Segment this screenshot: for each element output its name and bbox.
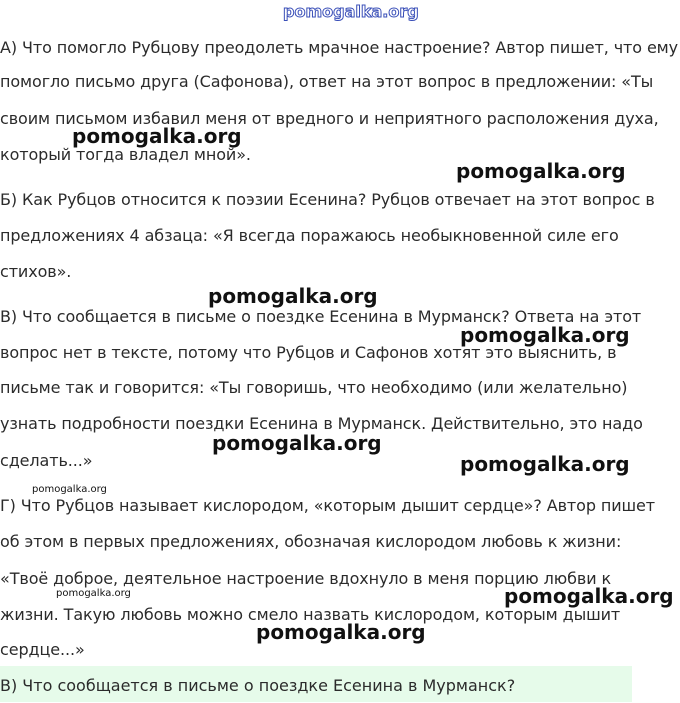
- text-line: Б) Как Рубцов относится к поэзии Есенина? Рубцов отвечает на этот вопрос в: [0, 190, 655, 209]
- watermark-header: pomogalka.org: [283, 2, 419, 21]
- watermark: pomogalka.org: [56, 588, 131, 599]
- watermark: pomogalka.org: [460, 323, 630, 347]
- watermark: pomogalka.org: [460, 452, 630, 476]
- watermark: pomogalka.org: [208, 284, 378, 308]
- text-line: вопрос нет в тексте, потому что Рубцов и Сафонов хотят это выяснить, в: [0, 343, 617, 362]
- text-line: сердце...»: [0, 640, 85, 659]
- text-line: своим письмом избавил меня от вредного и неприятного расположения духа,: [0, 109, 659, 128]
- watermark: pomogalka.org: [504, 584, 674, 608]
- text-line: В) Что сообщается в письме о поездке Есенина в Мурманск? Ответа на этот: [0, 307, 642, 326]
- text-line: об этом в первых предложениях, обозначая кислородом любовь к жизни:: [0, 532, 622, 551]
- text-line: А) Что помогло Рубцову преодолеть мрачное настроение? Автор пишет, что ему: [0, 38, 679, 57]
- text-line: узнать подробности поездки Есенина в Мурманск. Действительно, это надо: [0, 414, 643, 433]
- watermark: pomogalka.org: [212, 431, 382, 455]
- text-line: помогло письмо друга (Сафонова), ответ на этот вопрос в предложении: «Ты: [0, 72, 654, 91]
- watermark: pomogalka.org: [72, 124, 242, 148]
- text-line: предложениях 4 абзаца: «Я всегда поражаюсь необыкновенной силе его: [0, 226, 619, 245]
- text-line: «Твоё доброе, деятельное настроение вдохнуло в меня порцию любви к: [0, 569, 612, 588]
- highlighted-question: В) Что сообщается в письме о поездке Есенина в Мурманск?: [0, 676, 516, 695]
- text-line: Г) Что Рубцов называет кислородом, «которым дышит сердце»? Автор пишет: [0, 496, 656, 515]
- watermark: pomogalka.org: [32, 484, 107, 495]
- watermark: pomogalka.org: [256, 620, 426, 644]
- text-line: который тогда владел мной».: [0, 145, 251, 164]
- text-line: жизни. Такую любовь можно смело назвать кислородом, которым дышит: [0, 605, 621, 624]
- watermark: pomogalka.org: [456, 159, 626, 183]
- text-line: стихов».: [0, 262, 72, 281]
- text-line: сделать...»: [0, 451, 93, 470]
- text-line: письме так и говорится: «Ты говоришь, что необходимо (или желательно): [0, 378, 628, 397]
